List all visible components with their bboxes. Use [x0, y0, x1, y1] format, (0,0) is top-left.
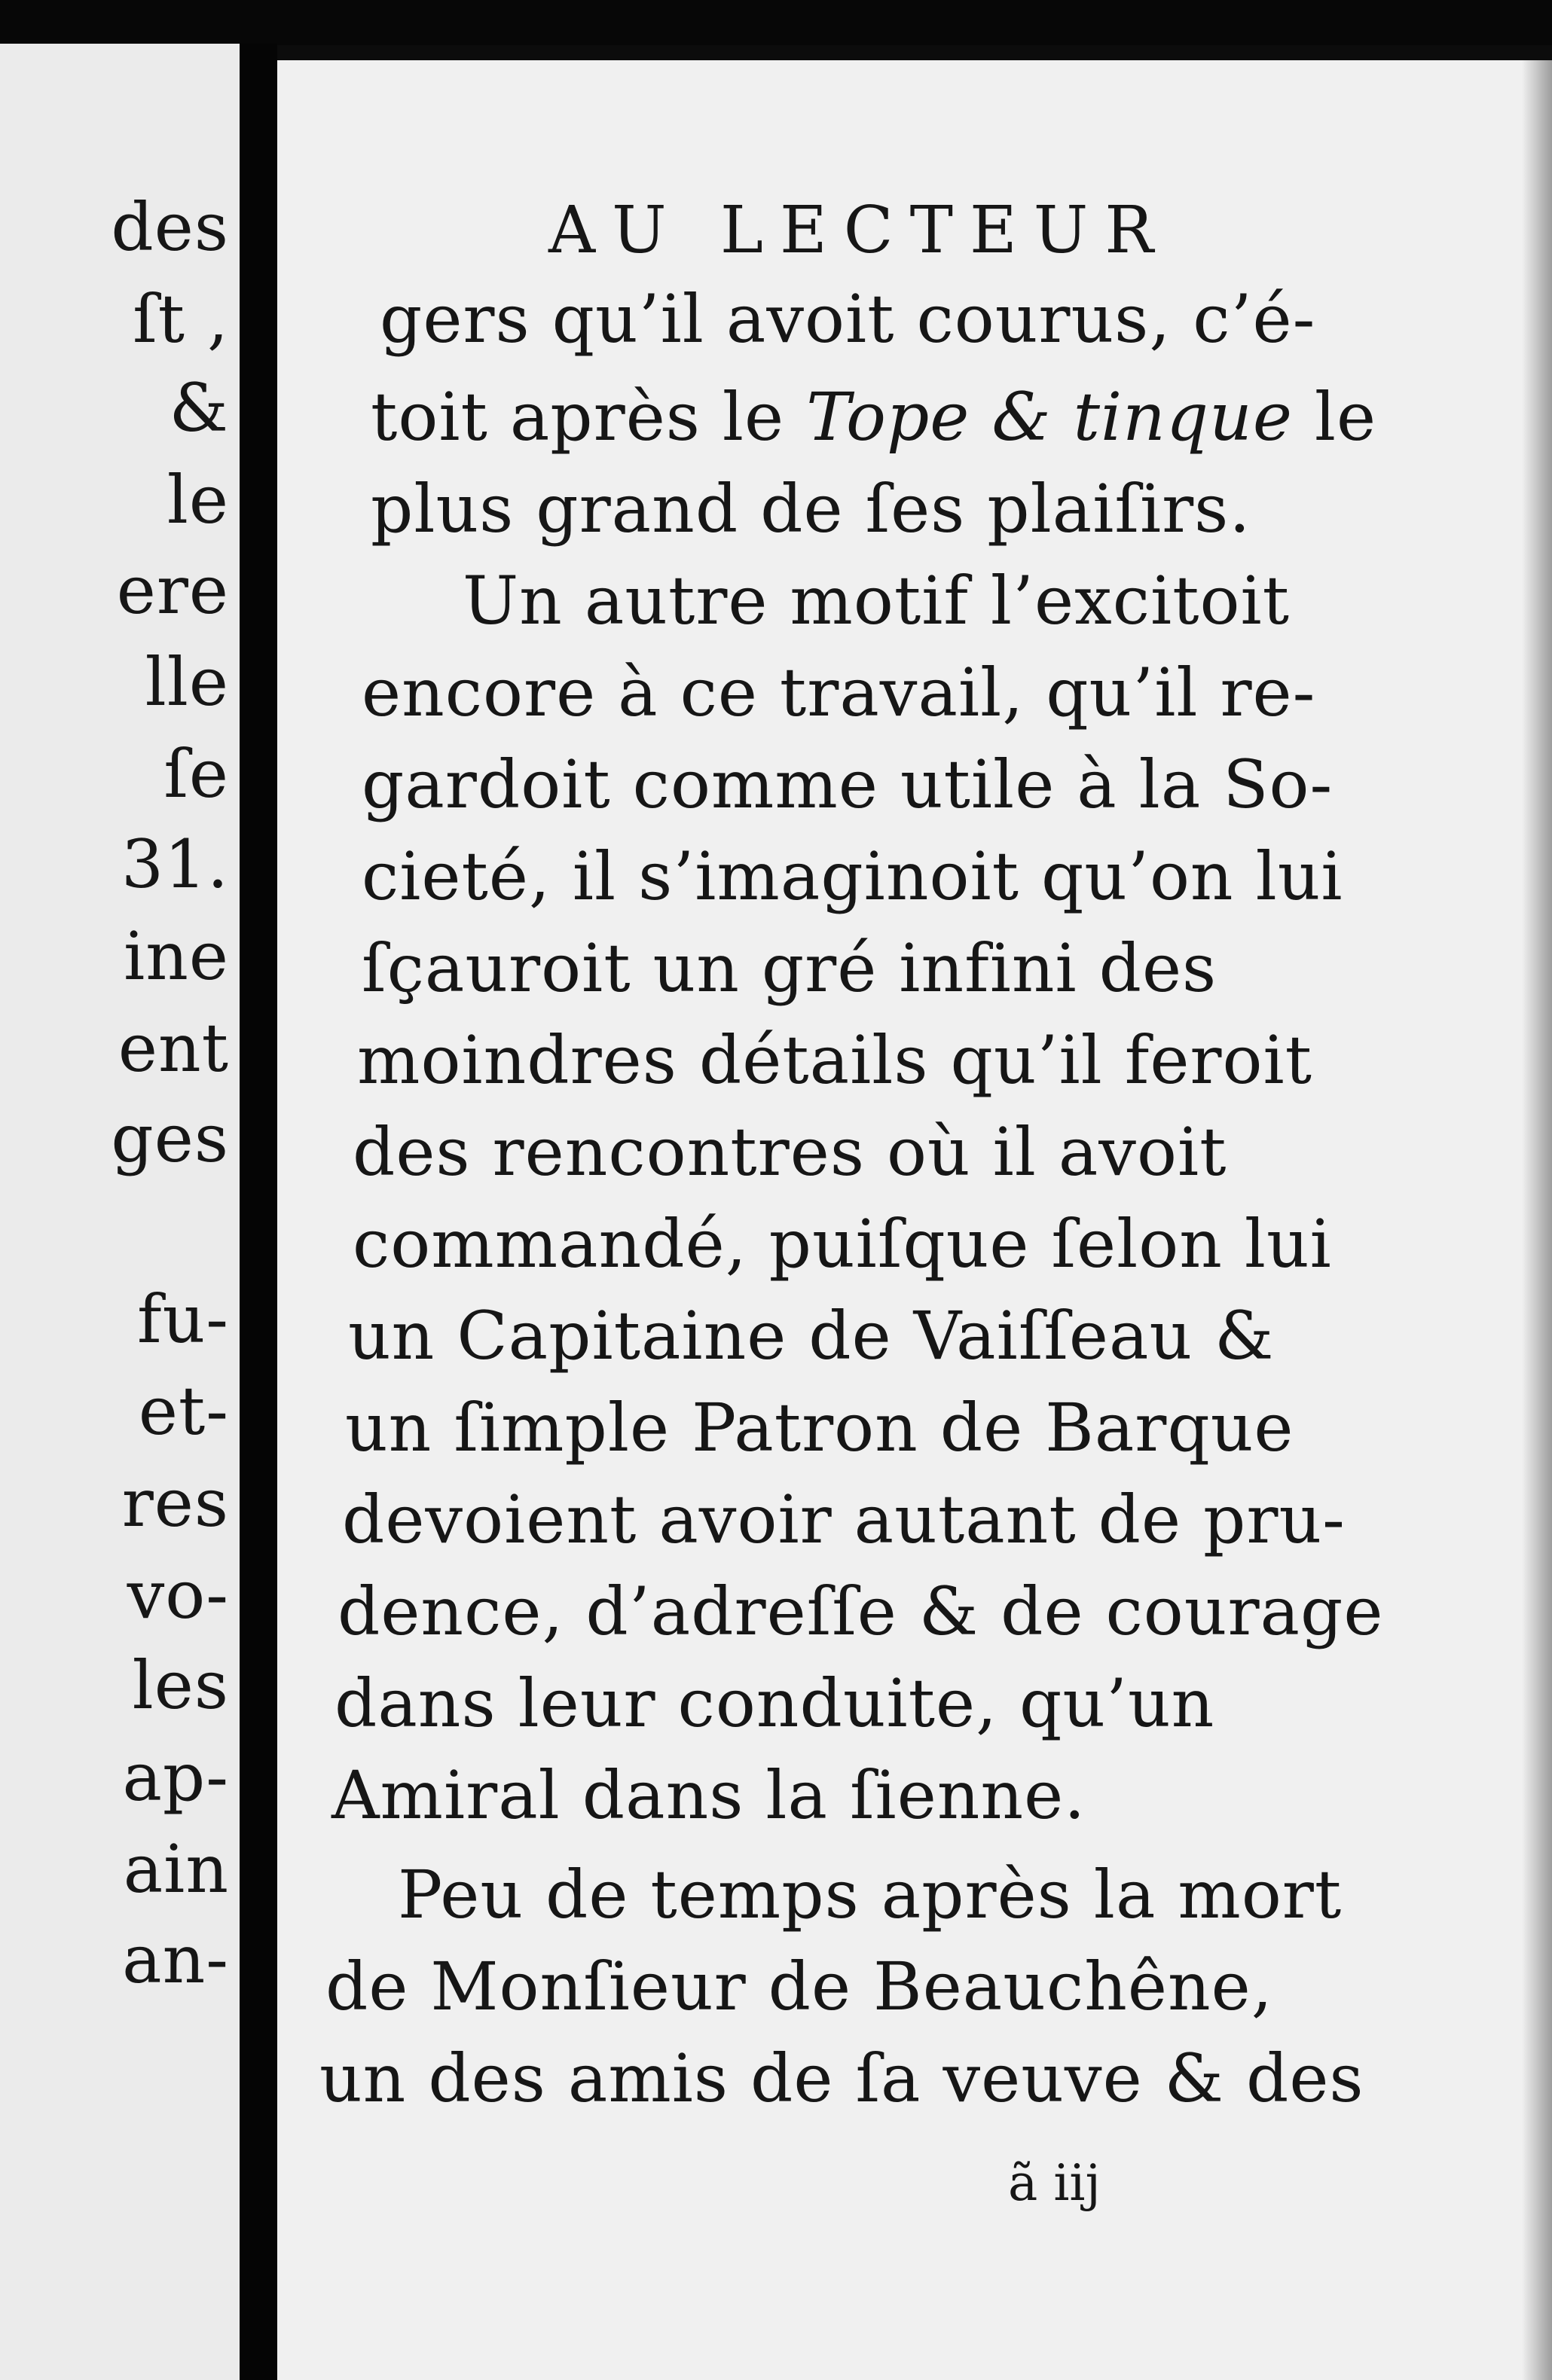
text-line: plus grand de ſes plaiſirs. [371, 470, 1251, 548]
text-line: devoient avoir autant de pru- [342, 1481, 1346, 1558]
text-line: des rencontres où il avoit [353, 1113, 1227, 1191]
text-line: Peu de temps après la mort [398, 1856, 1343, 1933]
left-fragment: ain [123, 1830, 229, 1908]
page-edge-shadow [1522, 60, 1552, 2380]
text-line: un des amis de ſa veuve & des [319, 2040, 1364, 2117]
left-fragment: ap- [122, 1738, 229, 1816]
left-fragment: ere [116, 551, 229, 629]
left-fragment: an- [122, 1921, 229, 1998]
running-head: AU LECTEUR [548, 193, 1170, 268]
text-line: un Capitaine de Vaiſſeau & [348, 1297, 1275, 1375]
left-page-margin [0, 44, 240, 2380]
left-fragment: vo- [127, 1556, 229, 1634]
text-line: cieté, il s’imaginoit qu’on lui [362, 838, 1343, 915]
left-fragment: le [167, 461, 229, 539]
text-line: un ſimple Patron de Barque [345, 1389, 1294, 1466]
text-line: de Monſieur de Beauchêne, [325, 1948, 1273, 2025]
signature-mark: ã iij [1008, 2154, 1101, 2212]
scan-top-border [0, 0, 1552, 45]
left-fragment: ges [111, 1100, 229, 1177]
book-gutter [240, 44, 277, 2380]
left-fragment: et- [138, 1372, 229, 1450]
left-fragment: & [169, 369, 229, 447]
left-fragment: fu- [137, 1280, 229, 1358]
text-line: dans leur conduite, qu’un [335, 1664, 1215, 1742]
left-fragment: des [111, 188, 229, 266]
left-fragment: ſt , [133, 280, 229, 358]
text-line: dence, d’adreſſe & de courage [338, 1573, 1384, 1650]
left-fragment: ine [124, 917, 229, 995]
text-line: ſçauroit un gré infini des [362, 929, 1217, 1007]
text-line: Amiral dans la ſienne. [331, 1756, 1086, 1834]
text-line: moindres détails qu’il feroit [357, 1021, 1312, 1099]
text-line: toit après le Tope & tinque le [371, 378, 1377, 456]
text-line: gardoit comme utile à la So- [362, 746, 1334, 823]
left-fragment: res [121, 1464, 229, 1542]
text-line: Un autre motif l’excitoit [463, 562, 1291, 639]
left-fragment: les [132, 1646, 229, 1724]
text-line: commandé, puiſque ſelon lui [353, 1205, 1332, 1283]
left-fragment: ſe [163, 735, 229, 813]
text-line: gers qu’il avoit courus, c’é- [380, 280, 1316, 358]
right-page [277, 60, 1552, 2380]
italic-title: Tope & tinque [806, 378, 1293, 456]
left-fragment: 31. [121, 825, 229, 903]
left-fragment: lle [145, 643, 229, 721]
left-fragment: ent [118, 1009, 229, 1087]
text-line: encore à ce travail, qu’il re- [362, 654, 1316, 731]
